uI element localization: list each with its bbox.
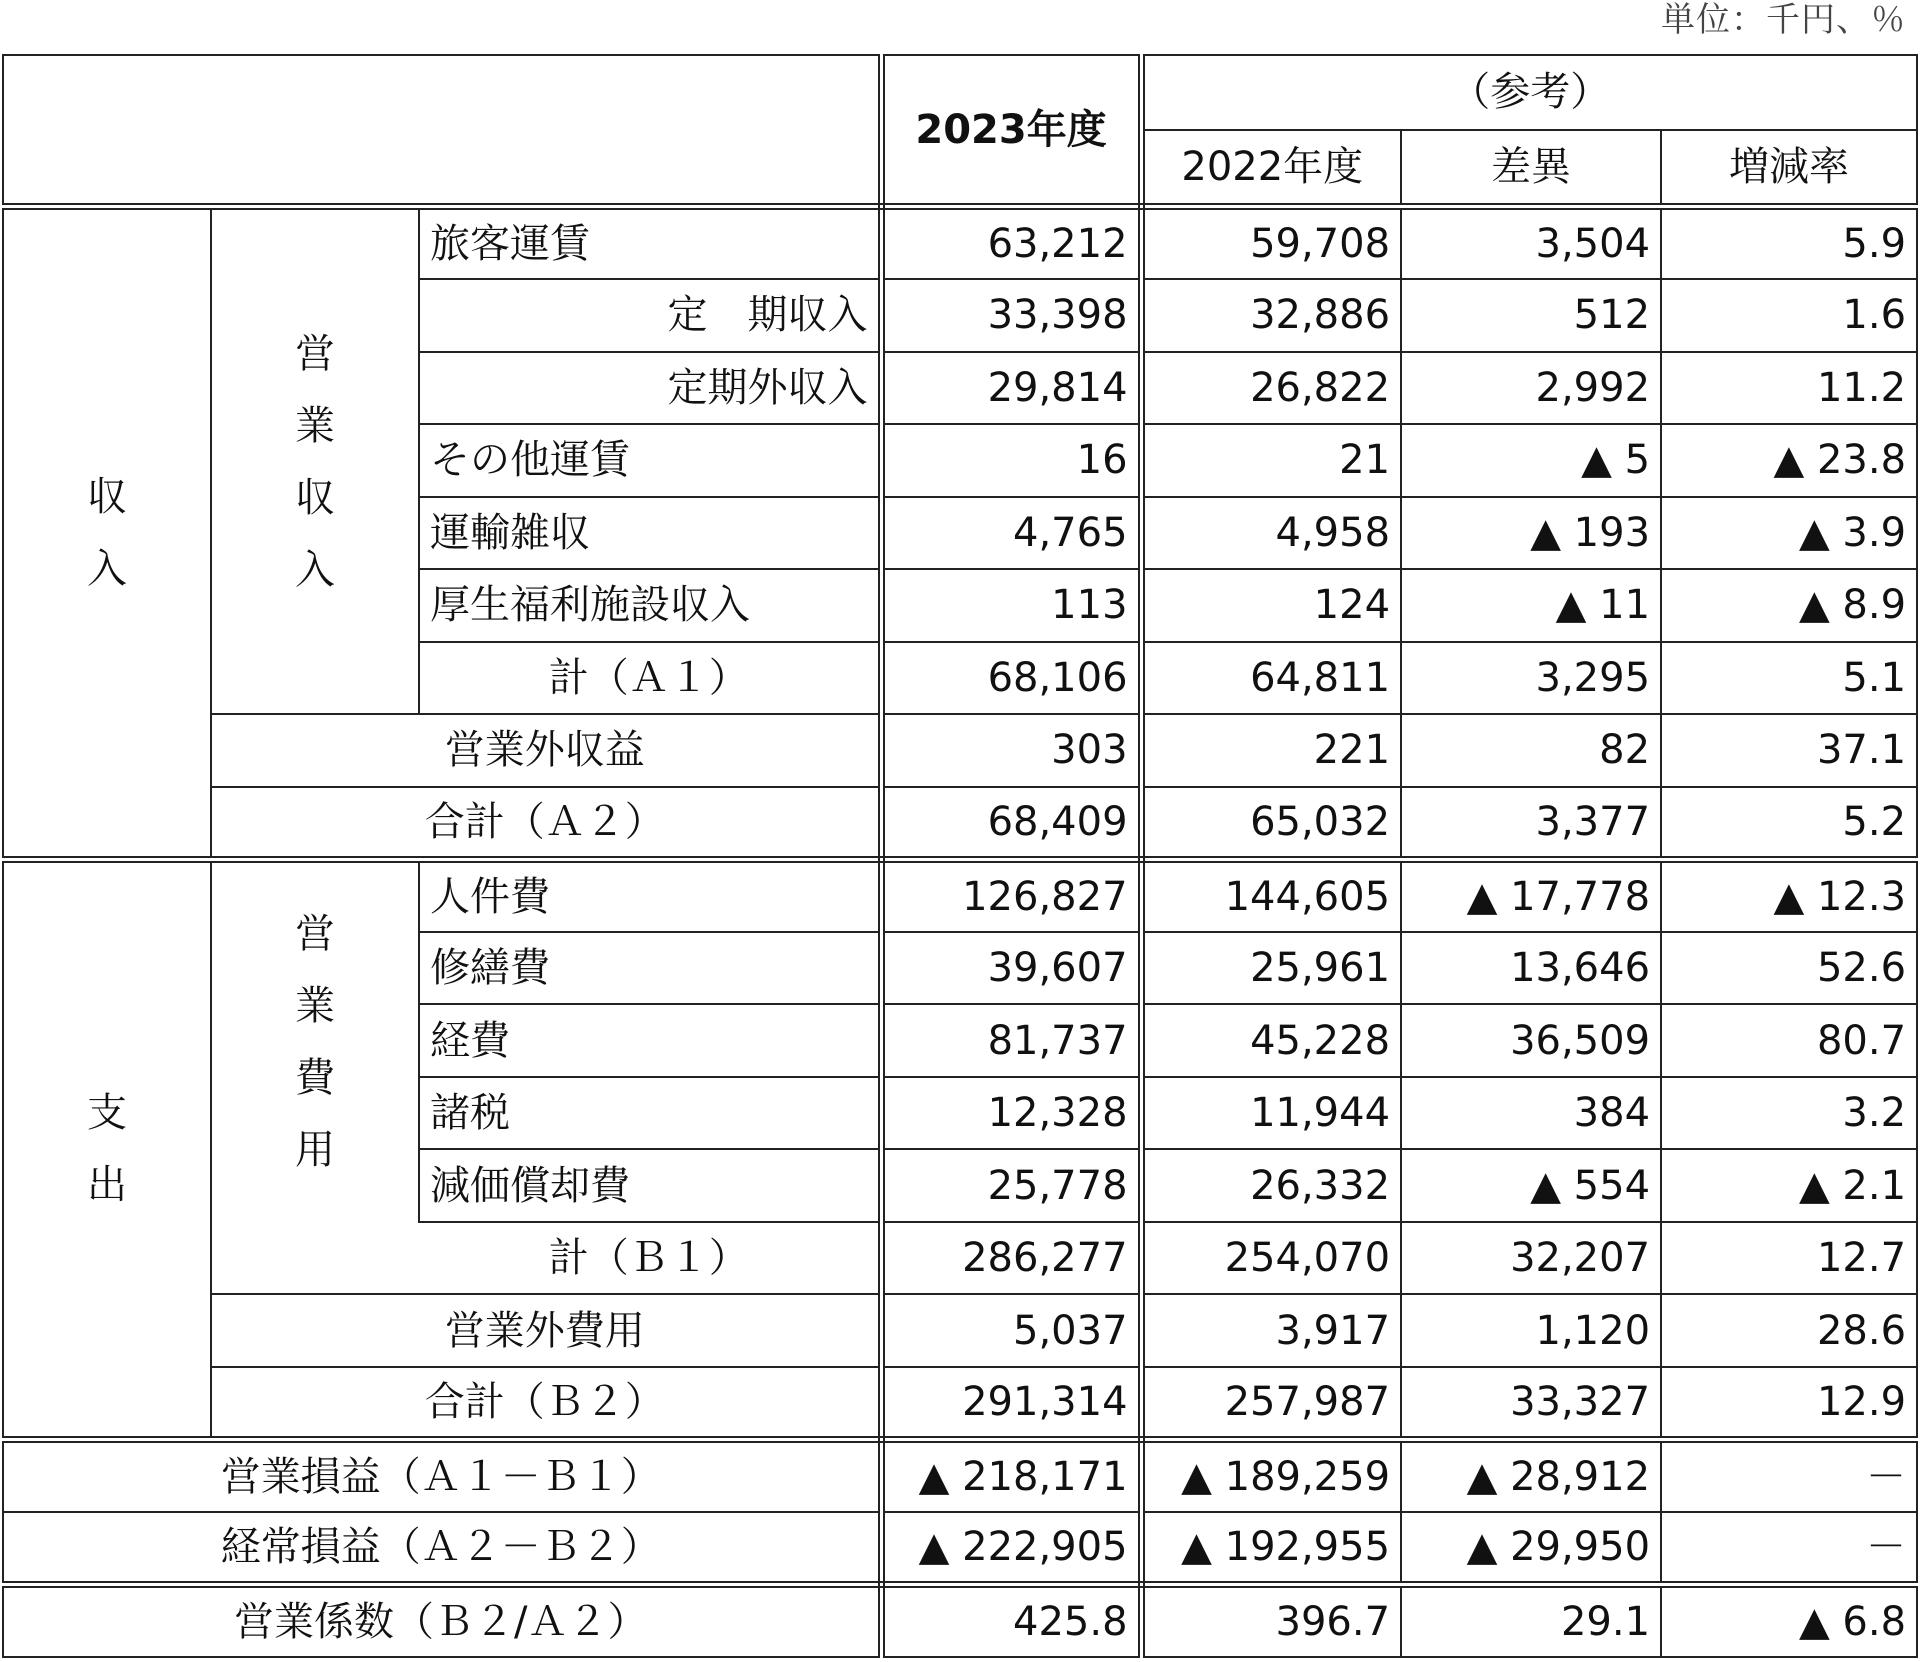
cell-2022: 3,917	[1141, 1294, 1401, 1367]
cell-2023: 29,814	[881, 352, 1141, 425]
row-label: 修繕費	[419, 932, 881, 1005]
header-reference: （参考）	[1141, 55, 1917, 130]
row-label: 経費	[419, 1004, 881, 1077]
cell-2023: 63,212	[881, 207, 1141, 280]
row-label: 営業外収益	[211, 714, 881, 787]
cell-diff: 33,327	[1401, 1367, 1661, 1440]
header-row-top	[3, 55, 1917, 130]
cell-rate: ▲ 12.3	[1661, 859, 1917, 932]
cell-2022: 64,811	[1141, 642, 1401, 715]
cell-diff: 82	[1401, 714, 1661, 787]
cell-2022: 26,332	[1141, 1149, 1401, 1222]
cell-rate: 5.2	[1661, 787, 1917, 860]
cell-diff: 3,295	[1401, 642, 1661, 715]
cell-rate: ▲ 2.1	[1661, 1149, 1917, 1222]
cell-rate: 37.1	[1661, 714, 1917, 787]
header-blank-cell	[3, 55, 881, 207]
header-diff: 差異	[1401, 130, 1661, 207]
row-label: 諸税	[419, 1077, 881, 1150]
cell-2023: ▲ 222,905	[881, 1512, 1141, 1585]
cell-2023: 12,328	[881, 1077, 1141, 1150]
header-rate: 増減率	[1661, 130, 1917, 207]
cell-2023: 68,106	[881, 642, 1141, 715]
table-row	[3, 1222, 1917, 1295]
cell-2022: 21	[1141, 424, 1401, 497]
cell-2022: 65,032	[1141, 787, 1401, 860]
table-row	[3, 859, 1917, 932]
cell-diff: ▲ 5	[1401, 424, 1661, 497]
cell-diff: ▲ 29,950	[1401, 1512, 1661, 1585]
cell-2022: 396.7	[1141, 1584, 1401, 1657]
cell-2023: 25,778	[881, 1149, 1141, 1222]
cell-2023: 126,827	[881, 859, 1141, 932]
row-label: 定 期収入	[419, 279, 881, 352]
cell-2023: 5,037	[881, 1294, 1141, 1367]
cell-rate: 5.9	[1661, 207, 1917, 280]
cell-2022: 4,958	[1141, 497, 1401, 570]
cell-2023: 291,314	[881, 1367, 1141, 1440]
row-label-operating-ratio: 営業係数（Ｂ２/Ａ２）	[3, 1584, 881, 1657]
cell-diff: 36,509	[1401, 1004, 1661, 1077]
cell-diff: ▲ 28,912	[1401, 1439, 1661, 1512]
row-label: 営業外費用	[211, 1294, 881, 1367]
row-label: 旅客運賃	[419, 207, 881, 280]
cell-rate: 11.2	[1661, 352, 1917, 425]
cell-diff: ▲ 554	[1401, 1149, 1661, 1222]
row-label: 運輸雑収	[419, 497, 881, 570]
row-label: 減価償却費	[419, 1149, 881, 1222]
cell-diff: 3,504	[1401, 207, 1661, 280]
row-label-subtotal: 計（Ｂ１）	[548, 1235, 749, 1282]
unit-note: 単位：千円、％	[1661, 0, 1906, 40]
cell-rate: 28.6	[1661, 1294, 1917, 1367]
cell-rate: ▲ 8.9	[1661, 569, 1917, 642]
cell-diff: 384	[1401, 1077, 1661, 1150]
group-operating-income-label: 営 業 収 入	[211, 207, 419, 715]
group-income-label: 収 入	[3, 207, 211, 860]
cell-2022: 25,961	[1141, 932, 1401, 1005]
cell-diff: 29.1	[1401, 1584, 1661, 1657]
cell-diff: 3,377	[1401, 787, 1661, 860]
cell-2022: 254,070	[1141, 1222, 1401, 1295]
cell-2022: 124	[1141, 569, 1401, 642]
table-row	[3, 1294, 1917, 1367]
row-label: 人件費	[419, 859, 881, 932]
cell-diff: ▲ 193	[1401, 497, 1661, 570]
table-row	[3, 1439, 1917, 1512]
cell-rate: 1.6	[1661, 279, 1917, 352]
group-operating-expense-label: 営 業 費 用	[211, 859, 419, 1222]
cell-rate: 12.7	[1661, 1222, 1917, 1295]
row-label-operating-profit: 営業損益（Ａ１－Ｂ１）	[3, 1439, 881, 1512]
cell-diff: 13,646	[1401, 932, 1661, 1005]
table-row	[3, 207, 1917, 280]
group-expense-label: 支 出	[3, 859, 211, 1439]
cell-rate: ▲ 6.8	[1661, 1584, 1917, 1657]
cell-rate: 5.1	[1661, 642, 1917, 715]
cell-rate: 3.2	[1661, 1077, 1917, 1150]
cell-rate: ▲ 23.8	[1661, 424, 1917, 497]
cell-2023: 286,277	[881, 1222, 1141, 1295]
cell-diff: ▲ 17,778	[1401, 859, 1661, 932]
cell-rate: 12.9	[1661, 1367, 1917, 1440]
cell-2023: 16	[881, 424, 1141, 497]
cell-rate: 80.7	[1661, 1004, 1917, 1077]
row-label: 定期外収入	[419, 352, 881, 425]
row-label-total: 合計（Ｂ２）	[211, 1367, 881, 1440]
cell-diff: 32,207	[1401, 1222, 1661, 1295]
cell-2023: 33,398	[881, 279, 1141, 352]
row-label-subtotal: 計（Ａ１）	[419, 642, 881, 715]
table-row	[3, 1584, 1917, 1657]
row-label-total: 合計（Ａ２）	[211, 787, 881, 860]
cell-2022: 11,944	[1141, 1077, 1401, 1150]
cell-2022: 26,822	[1141, 352, 1401, 425]
cell-diff: 2,992	[1401, 352, 1661, 425]
cell-2023: 303	[881, 714, 1141, 787]
cell-diff: ▲ 11	[1401, 569, 1661, 642]
cell-2022: 45,228	[1141, 1004, 1401, 1077]
cell-rate: －	[1661, 1439, 1917, 1512]
cell-rate: 52.6	[1661, 932, 1917, 1005]
cell-2022: 59,708	[1141, 207, 1401, 280]
table-row	[3, 1367, 1917, 1440]
cell-2022: 257,987	[1141, 1367, 1401, 1440]
cell-diff: 512	[1401, 279, 1661, 352]
cell-2023: 4,765	[881, 497, 1141, 570]
cell-2023: 39,607	[881, 932, 1141, 1005]
cell-2023: 113	[881, 569, 1141, 642]
cell-2023: 68,409	[881, 787, 1141, 860]
cell-2022: 221	[1141, 714, 1401, 787]
table-row	[3, 714, 1917, 787]
cell-2022: 32,886	[1141, 279, 1401, 352]
header-previous-year: 2022年度	[1141, 130, 1401, 207]
table-row	[3, 787, 1917, 860]
cell-rate: －	[1661, 1512, 1917, 1585]
cell-rate: ▲ 3.9	[1661, 497, 1917, 570]
subtotal-b1-cell	[211, 1222, 881, 1295]
cell-2023: ▲ 218,171	[881, 1439, 1141, 1512]
cell-diff: 1,120	[1401, 1294, 1661, 1367]
cell-2022: 144,605	[1141, 859, 1401, 932]
row-label: 厚生福利施設収入	[419, 569, 881, 642]
header-current-year: 2023年度	[881, 55, 1141, 207]
row-label: その他運賃	[419, 424, 881, 497]
cell-2023: 425.8	[881, 1584, 1141, 1657]
table-row	[3, 1512, 1917, 1585]
financial-table	[2, 54, 1918, 1658]
cell-2022: ▲ 189,259	[1141, 1439, 1401, 1512]
cell-2022: ▲ 192,955	[1141, 1512, 1401, 1585]
row-label-ordinary-profit: 経常損益（Ａ２－Ｂ２）	[3, 1512, 881, 1585]
cell-2023: 81,737	[881, 1004, 1141, 1077]
